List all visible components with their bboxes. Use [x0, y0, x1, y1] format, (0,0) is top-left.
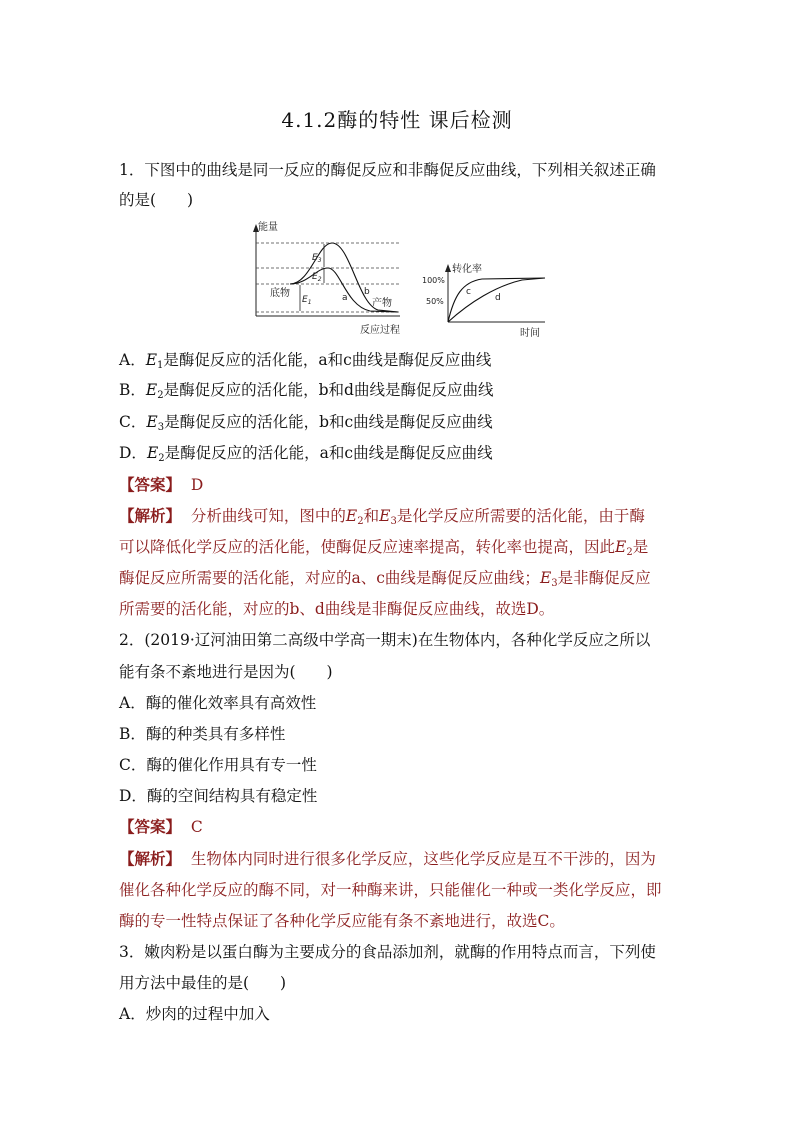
conversion-chart: [422, 262, 545, 339]
q2-stem-line2: 能有条不紊地进行是因为( ): [119, 663, 333, 681]
energy-diagram: [253, 220, 400, 336]
q1-analysis-line1: 【解析】 分析曲线可知，图中的$E_2$和$E_3$是化学反应所需要的活化能，由于酶: [119, 506, 645, 527]
page-title: 4.1.2酶的特性 课后检测: [281, 108, 513, 132]
q2-option-d: D．酶的空间结构具有稳定性: [119, 787, 318, 805]
q3-stem-line2: 用方法中最佳的是( ): [119, 974, 287, 992]
q2-analysis-line3: 酶的专一性特点保证了各种化学反应能有条不紊地进行，故选C。: [119, 912, 565, 930]
energy-y-label: 能量: [258, 222, 278, 233]
q1-option-a: A．$E_1$是酶促反应的活化能，a和c曲线是酶促反应曲线: [119, 351, 492, 371]
conv-y-label: 转化率: [452, 264, 482, 275]
q1-analysis-line4: 所需要的活化能，对应的b、d曲线是非酶促反应曲线，故选D。: [119, 600, 555, 618]
q2-stem-line1: 2．(2019·辽河油田第二高级中学高一期末)在生物体内，各种化学反应之所以: [119, 631, 651, 649]
q1-analysis-line2: 可以降低化学反应的活化能，使酶促反应速率提高，转化率也提高，因此$E_2$是: [119, 538, 649, 558]
conv-x-label: 时间: [520, 328, 540, 339]
q2-option-c: C．酶的催化作用具有专一性: [119, 756, 317, 774]
tick-100: 100%: [422, 276, 445, 285]
tick-50: 50%: [426, 297, 444, 306]
curve-c-label: c: [466, 287, 471, 297]
q3-option-a: A．炒肉的过程中加入: [119, 1005, 270, 1023]
q1-stem-line2: 的是( ): [119, 191, 194, 209]
substrate-label: 底物: [270, 288, 290, 299]
curve-b-label: b: [364, 287, 370, 297]
q1-analysis-line3: 酶促反应所需要的活化能，对应的a、c曲线是酶促反应曲线；$E_3$是非酶促反应: [119, 569, 651, 589]
conv-y-arrow: [445, 264, 451, 272]
q2-answer: 【答案】 C: [119, 817, 203, 836]
e3-label: $E_3$: [312, 253, 322, 264]
energy-x-label: 反应过程: [360, 325, 400, 336]
e2-label: $E_2$: [312, 272, 322, 283]
product-label: 产物: [372, 298, 392, 309]
q1-stem-line1: 1．下图中的曲线是同一反应的酶促反应和非酶促反应曲线，下列相关叙述正确: [119, 161, 656, 179]
q2-analysis-line2: 催化各种化学反应的酶不同，对一种酶来讲，只能催化一种或一类化学反应，即: [119, 881, 662, 899]
e1-label: $E_1$: [302, 295, 312, 306]
q1-option-b: B．$E_2$是酶促反应的活化能，b和d曲线是酶促反应曲线: [119, 381, 494, 401]
q2-option-a: A．酶的催化效率具有高效性: [119, 694, 317, 712]
q1-figure: [250, 216, 550, 340]
q2-analysis-line1: 【解析】 生物体内同时进行很多化学反应，这些化学反应是互不干涉的，因为: [119, 849, 656, 868]
q1-option-d: D．$E_2$是酶促反应的活化能，a和c曲线是酶促反应曲线: [119, 444, 493, 464]
q1-answer: 【答案】 D: [119, 475, 204, 494]
q2-option-b: B．酶的种类具有多样性: [119, 725, 286, 743]
q1-option-c: C．$E_3$是酶促反应的活化能，b和c曲线是酶促反应曲线: [119, 413, 493, 433]
curve-d-label: d: [495, 293, 501, 303]
q3-stem-line1: 3．嫩肉粉是以蛋白酶为主要成分的食品添加剂，就酶的作用特点而言，下列使: [119, 943, 656, 961]
curve-a-label: a: [342, 293, 348, 303]
